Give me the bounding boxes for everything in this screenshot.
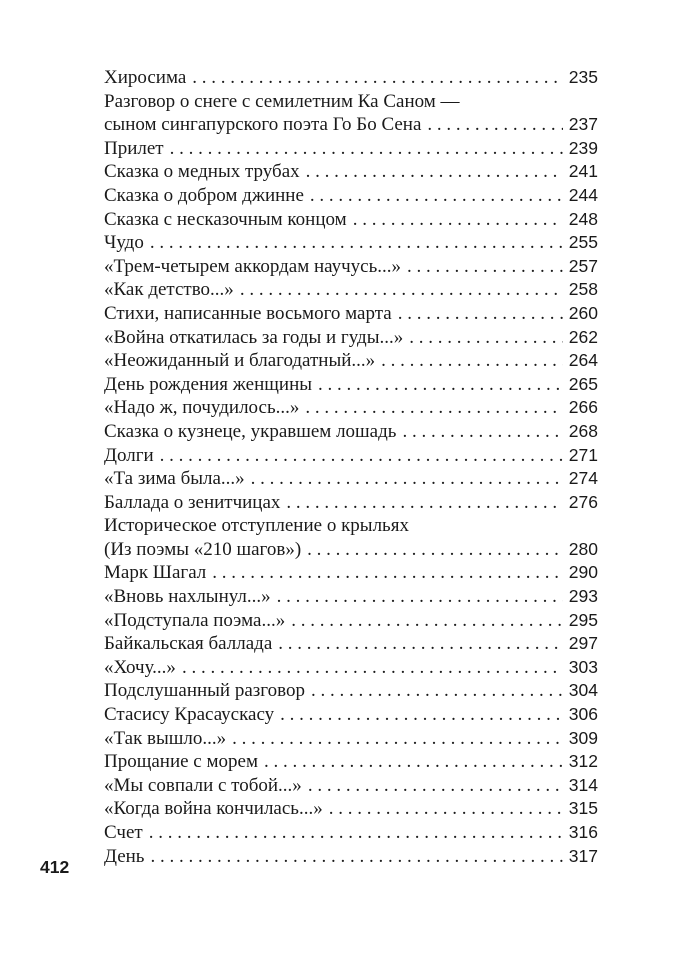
- leader-dots: [306, 160, 563, 184]
- toc-entry: [104, 750, 598, 774]
- leader-dots: [409, 326, 563, 350]
- leader-dots: [240, 278, 563, 302]
- leader-dots: [277, 585, 563, 609]
- leader-dots: [280, 703, 563, 727]
- toc-entry-page: 309: [568, 727, 598, 748]
- toc-entry-page: 235: [568, 67, 598, 87]
- toc-entry: [104, 727, 598, 751]
- toc-entry: [104, 514, 598, 561]
- toc-entry: [104, 444, 598, 468]
- leader-dots: [291, 609, 563, 633]
- table-of-contents: [104, 66, 598, 868]
- toc-entry-title: «Та зима была...»: [104, 468, 245, 490]
- leader-dots: [311, 679, 563, 703]
- toc-entry-title: Счет: [104, 822, 143, 843]
- toc-entry-page: 268: [568, 420, 598, 441]
- toc-entry-title: День рождения женщины: [104, 373, 312, 395]
- leader-dots: [353, 208, 563, 232]
- toc-entry-page: 239: [568, 137, 598, 158]
- toc-entry: [104, 231, 598, 255]
- toc-entry-title: Чудо: [104, 232, 144, 254]
- toc-entry-page: 303: [568, 656, 598, 677]
- leader-dots: [307, 538, 563, 562]
- toc-entry-title: Сказка о кузнеце, укравшем лошадь: [104, 420, 397, 442]
- leader-dots: [305, 396, 562, 420]
- toc-entry-page: 316: [568, 822, 598, 842]
- toc-entry-title: Сказка о медных трубах: [104, 161, 300, 183]
- leader-dots: [286, 491, 562, 515]
- toc-entry-page: 257: [568, 255, 598, 276]
- leader-dots: [381, 349, 563, 373]
- toc-entry-title: «Трем-четырем аккордам научусь...»: [104, 255, 402, 277]
- leader-dots: [398, 302, 563, 326]
- toc-entry-title-line1: Разговор о снеге с семилетним Ка Саном —: [104, 90, 460, 112]
- toc-entry: [104, 420, 598, 444]
- toc-entry-title: «Неожиданный и благодатный...»: [104, 350, 376, 372]
- toc-entry-page: 237: [568, 114, 598, 135]
- toc-entry-page: 297: [568, 633, 598, 654]
- leader-dots: [402, 420, 562, 444]
- toc-entry: [104, 585, 598, 609]
- toc-entry-page: 271: [568, 444, 598, 465]
- toc-entry: [104, 632, 598, 656]
- leader-dots: [407, 255, 563, 279]
- toc-entry-page: 315: [568, 798, 598, 819]
- toc-entry-title: «Вновь нахлынул...»: [104, 586, 271, 608]
- leader-dots: [149, 821, 563, 845]
- toc-entry: [104, 774, 598, 798]
- toc-entry-page: 258: [568, 279, 598, 300]
- leader-dots: [264, 750, 563, 774]
- toc-entry: [104, 278, 598, 302]
- toc-entry: [104, 656, 598, 680]
- toc-entry-page: 306: [568, 704, 598, 725]
- toc-entry: [104, 396, 598, 420]
- page-number: 412: [40, 857, 70, 877]
- toc-entry-title: «Как детство...»: [104, 279, 234, 301]
- toc-entry-title: Хиросима: [104, 67, 187, 88]
- toc-entry-page: 241: [568, 161, 598, 182]
- toc-entry: [104, 326, 598, 350]
- toc-entry-title: Долги: [104, 444, 154, 466]
- toc-entry: [104, 160, 598, 184]
- toc-entry-page: 312: [568, 751, 598, 772]
- toc-entry: [104, 609, 598, 633]
- leader-dots: [427, 113, 562, 137]
- toc-entry-title: Марк Шагал: [104, 562, 207, 584]
- toc-entry: [104, 66, 598, 90]
- toc-entry-title: Подслушанный разговор: [104, 680, 305, 702]
- toc-entry-title: Байкальская баллада: [104, 633, 273, 655]
- toc-entry: [104, 821, 598, 845]
- toc-entry-page: 304: [568, 680, 598, 701]
- toc-entry: [104, 90, 598, 137]
- toc-entry: [104, 491, 598, 515]
- toc-entry-title: «Когда война кончилась...»: [104, 798, 323, 820]
- toc-entry-page: 293: [568, 586, 598, 607]
- toc-entry-title: Прощание с морем: [104, 751, 258, 773]
- leader-dots: [251, 467, 563, 491]
- toc-entry-page: 276: [568, 491, 598, 512]
- toc-entry-page: 314: [568, 774, 598, 795]
- leader-dots: [212, 561, 563, 585]
- toc-entry: [104, 302, 598, 326]
- toc-entry-title: Сказка с несказочным концом: [104, 208, 347, 230]
- toc-entry-title: (Из поэмы «210 шагов»): [104, 538, 302, 560]
- toc-entry-page: 290: [568, 562, 598, 583]
- toc-entry-page: 274: [568, 468, 598, 489]
- toc-entry-title: «Мы совпали с тобой...»: [104, 774, 302, 796]
- toc-entry-title: «Так вышло...»: [104, 727, 227, 749]
- toc-entry-title: «Война откатилась за годы и гуды...»: [104, 326, 404, 348]
- toc-entry: [104, 255, 598, 279]
- toc-entry-page: 266: [568, 397, 598, 418]
- toc-entry: [104, 797, 598, 821]
- toc-entry: [104, 703, 598, 727]
- leader-dots: [318, 373, 563, 397]
- toc-entry-title: Стасису Красаускасу: [104, 704, 275, 726]
- toc-entry-title: сыном сингапурского поэта Го Бо Сена: [104, 114, 422, 136]
- toc-entry: [104, 845, 598, 869]
- leader-dots: [329, 797, 563, 821]
- toc-entry: [104, 561, 598, 585]
- leader-dots: [150, 231, 563, 255]
- toc-entry-title: «Подступала поэма...»: [104, 609, 286, 631]
- leader-dots: [232, 727, 563, 751]
- toc-entry-page: 280: [568, 538, 598, 559]
- toc-entry-page: 265: [568, 373, 598, 394]
- toc-entry: [104, 349, 598, 373]
- toc-entry-title-line1: Историческое отступление о крыльях: [104, 515, 409, 537]
- toc-entry-title: Сказка о добром джинне: [104, 184, 304, 206]
- toc-entry: [104, 208, 598, 232]
- toc-entry-page: 264: [568, 350, 598, 371]
- toc-entry-page: 260: [568, 302, 598, 323]
- toc-entry-page: 317: [568, 845, 598, 866]
- toc-entry-page: 262: [568, 326, 598, 347]
- toc-entry-title: День: [104, 845, 145, 867]
- toc-entry-title: «Надо ж, почудилось...»: [104, 397, 300, 419]
- leader-dots: [150, 845, 562, 869]
- leader-dots: [160, 444, 563, 468]
- toc-entry-page: 248: [568, 208, 598, 229]
- toc-entry: [104, 679, 598, 703]
- leader-dots: [310, 184, 563, 208]
- toc-entry: [104, 137, 598, 161]
- toc-entry-title: Прилет: [104, 137, 164, 159]
- toc-entry: [104, 467, 598, 491]
- toc-entry-title: «Хочу...»: [104, 656, 176, 678]
- toc-entry-page: 255: [568, 232, 598, 253]
- toc-entry-page: 295: [568, 609, 598, 630]
- leader-dots: [308, 774, 563, 798]
- leader-dots: [182, 656, 563, 680]
- toc-entry-title: Стихи, написанные восьмого марта: [104, 302, 392, 324]
- toc-entry: [104, 373, 598, 397]
- leader-dots: [170, 137, 563, 161]
- leader-dots: [192, 66, 563, 90]
- leader-dots: [278, 632, 563, 656]
- toc-entry-page: 244: [568, 184, 598, 205]
- toc-entry: [104, 184, 598, 208]
- toc-entry-title: Баллада о зенитчицах: [104, 491, 281, 513]
